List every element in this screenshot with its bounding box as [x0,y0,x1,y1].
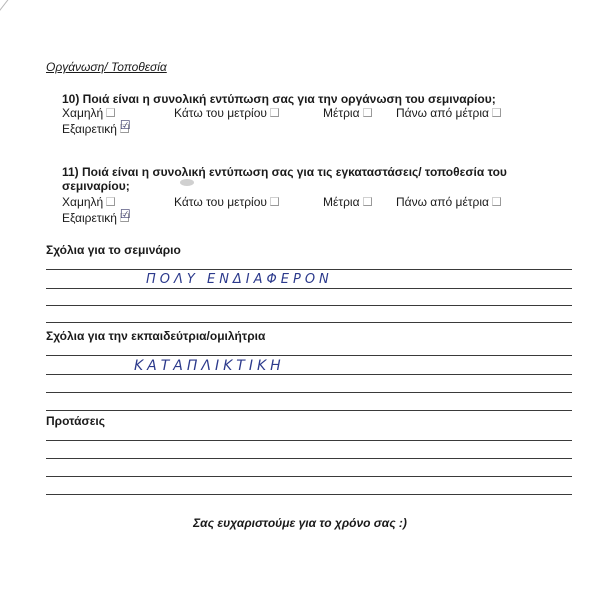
q10-option-below-average-label: Κάτω του μετρίου [174,106,267,120]
q10-option-excellent-label: Εξαιρετική [62,122,117,136]
checkmark-icon: ☑ [119,207,131,221]
writing-line [46,322,572,323]
ink-smudge [180,179,194,186]
checkbox-checked-icon[interactable] [119,207,131,222]
checkbox-icon[interactable] [270,197,279,206]
suggestions-label: Προτάσεις [46,414,105,428]
comments-seminar-answer[interactable]: ΠΟΛΥ ΕΝΔΙΑΦΕΡΟΝ [146,272,333,287]
q11-option-below-average[interactable] [174,196,279,209]
writing-line [46,305,572,306]
q10-option-above-average-label: Πάνω από μέτρια [396,106,489,120]
q11-option-excellent-label: Εξαιρετική [62,211,117,225]
checkmark-icon: ☑ [119,118,131,132]
question-11-text: 11) Ποιά είναι η συνολική εντύπωση σας για τις εγκαταστάσεις/ τοποθεσία του σεμιναρίου; [62,165,507,193]
q11-option-average-label: Μέτρια [323,195,360,209]
q11-option-below-average-label: Κάτω του μετρίου [174,195,267,209]
q10-option-average-label: Μέτρια [323,106,360,120]
q11-option-low[interactable] [62,196,115,209]
q10-option-average[interactable] [323,107,372,120]
q10-option-low[interactable] [62,107,115,120]
q10-option-excellent[interactable] [62,118,131,136]
thank-you-note: Σας ευχαριστούμε για το χρόνο σας :) [193,516,407,530]
comments-seminar-label: Σχόλια για το σεμινάριο [46,243,181,257]
q11-option-excellent[interactable] [62,207,131,225]
q11-option-low-label: Χαμηλή [62,195,104,209]
q11-option-above-average[interactable] [396,196,501,209]
checkbox-icon[interactable] [492,197,501,206]
q11-option-above-average-label: Πάνω από μέτρια [396,195,489,209]
scan-artifact-line [0,0,34,23]
checkbox-checked-icon[interactable] [119,118,131,133]
writing-line [46,458,572,459]
section-heading: Οργάνωση/ Τοποθεσία [46,60,167,74]
comments-trainer-label: Σχόλια για την εκπαιδεύτρια/ομιλήτρια [46,329,266,343]
checkbox-icon[interactable] [363,197,372,206]
question-10-text: 10) Ποιά είναι η συνολική εντύπωση σας για την οργάνωση του σεμιναρίου; [62,92,496,106]
q10-option-above-average[interactable] [396,107,501,120]
writing-line [46,288,572,289]
writing-line [46,392,572,393]
checkbox-icon[interactable] [106,108,115,117]
checkbox-icon[interactable] [106,197,115,206]
checkbox-icon[interactable] [363,108,372,117]
writing-line [46,355,572,356]
q11-option-average[interactable] [323,196,372,209]
comments-trainer-answer[interactable]: ΚΑΤΑΠΛΙΚΤΙΚΗ [134,358,285,374]
writing-line [46,374,572,375]
checkbox-icon[interactable] [492,108,501,117]
checkbox-icon[interactable] [270,108,279,117]
q10-option-low-label: Χαμηλή [62,106,104,120]
q10-option-below-average[interactable] [174,107,279,120]
writing-line [46,494,572,495]
writing-line [46,269,572,270]
writing-line [46,476,572,477]
writing-line [46,410,572,411]
writing-line [46,440,572,441]
